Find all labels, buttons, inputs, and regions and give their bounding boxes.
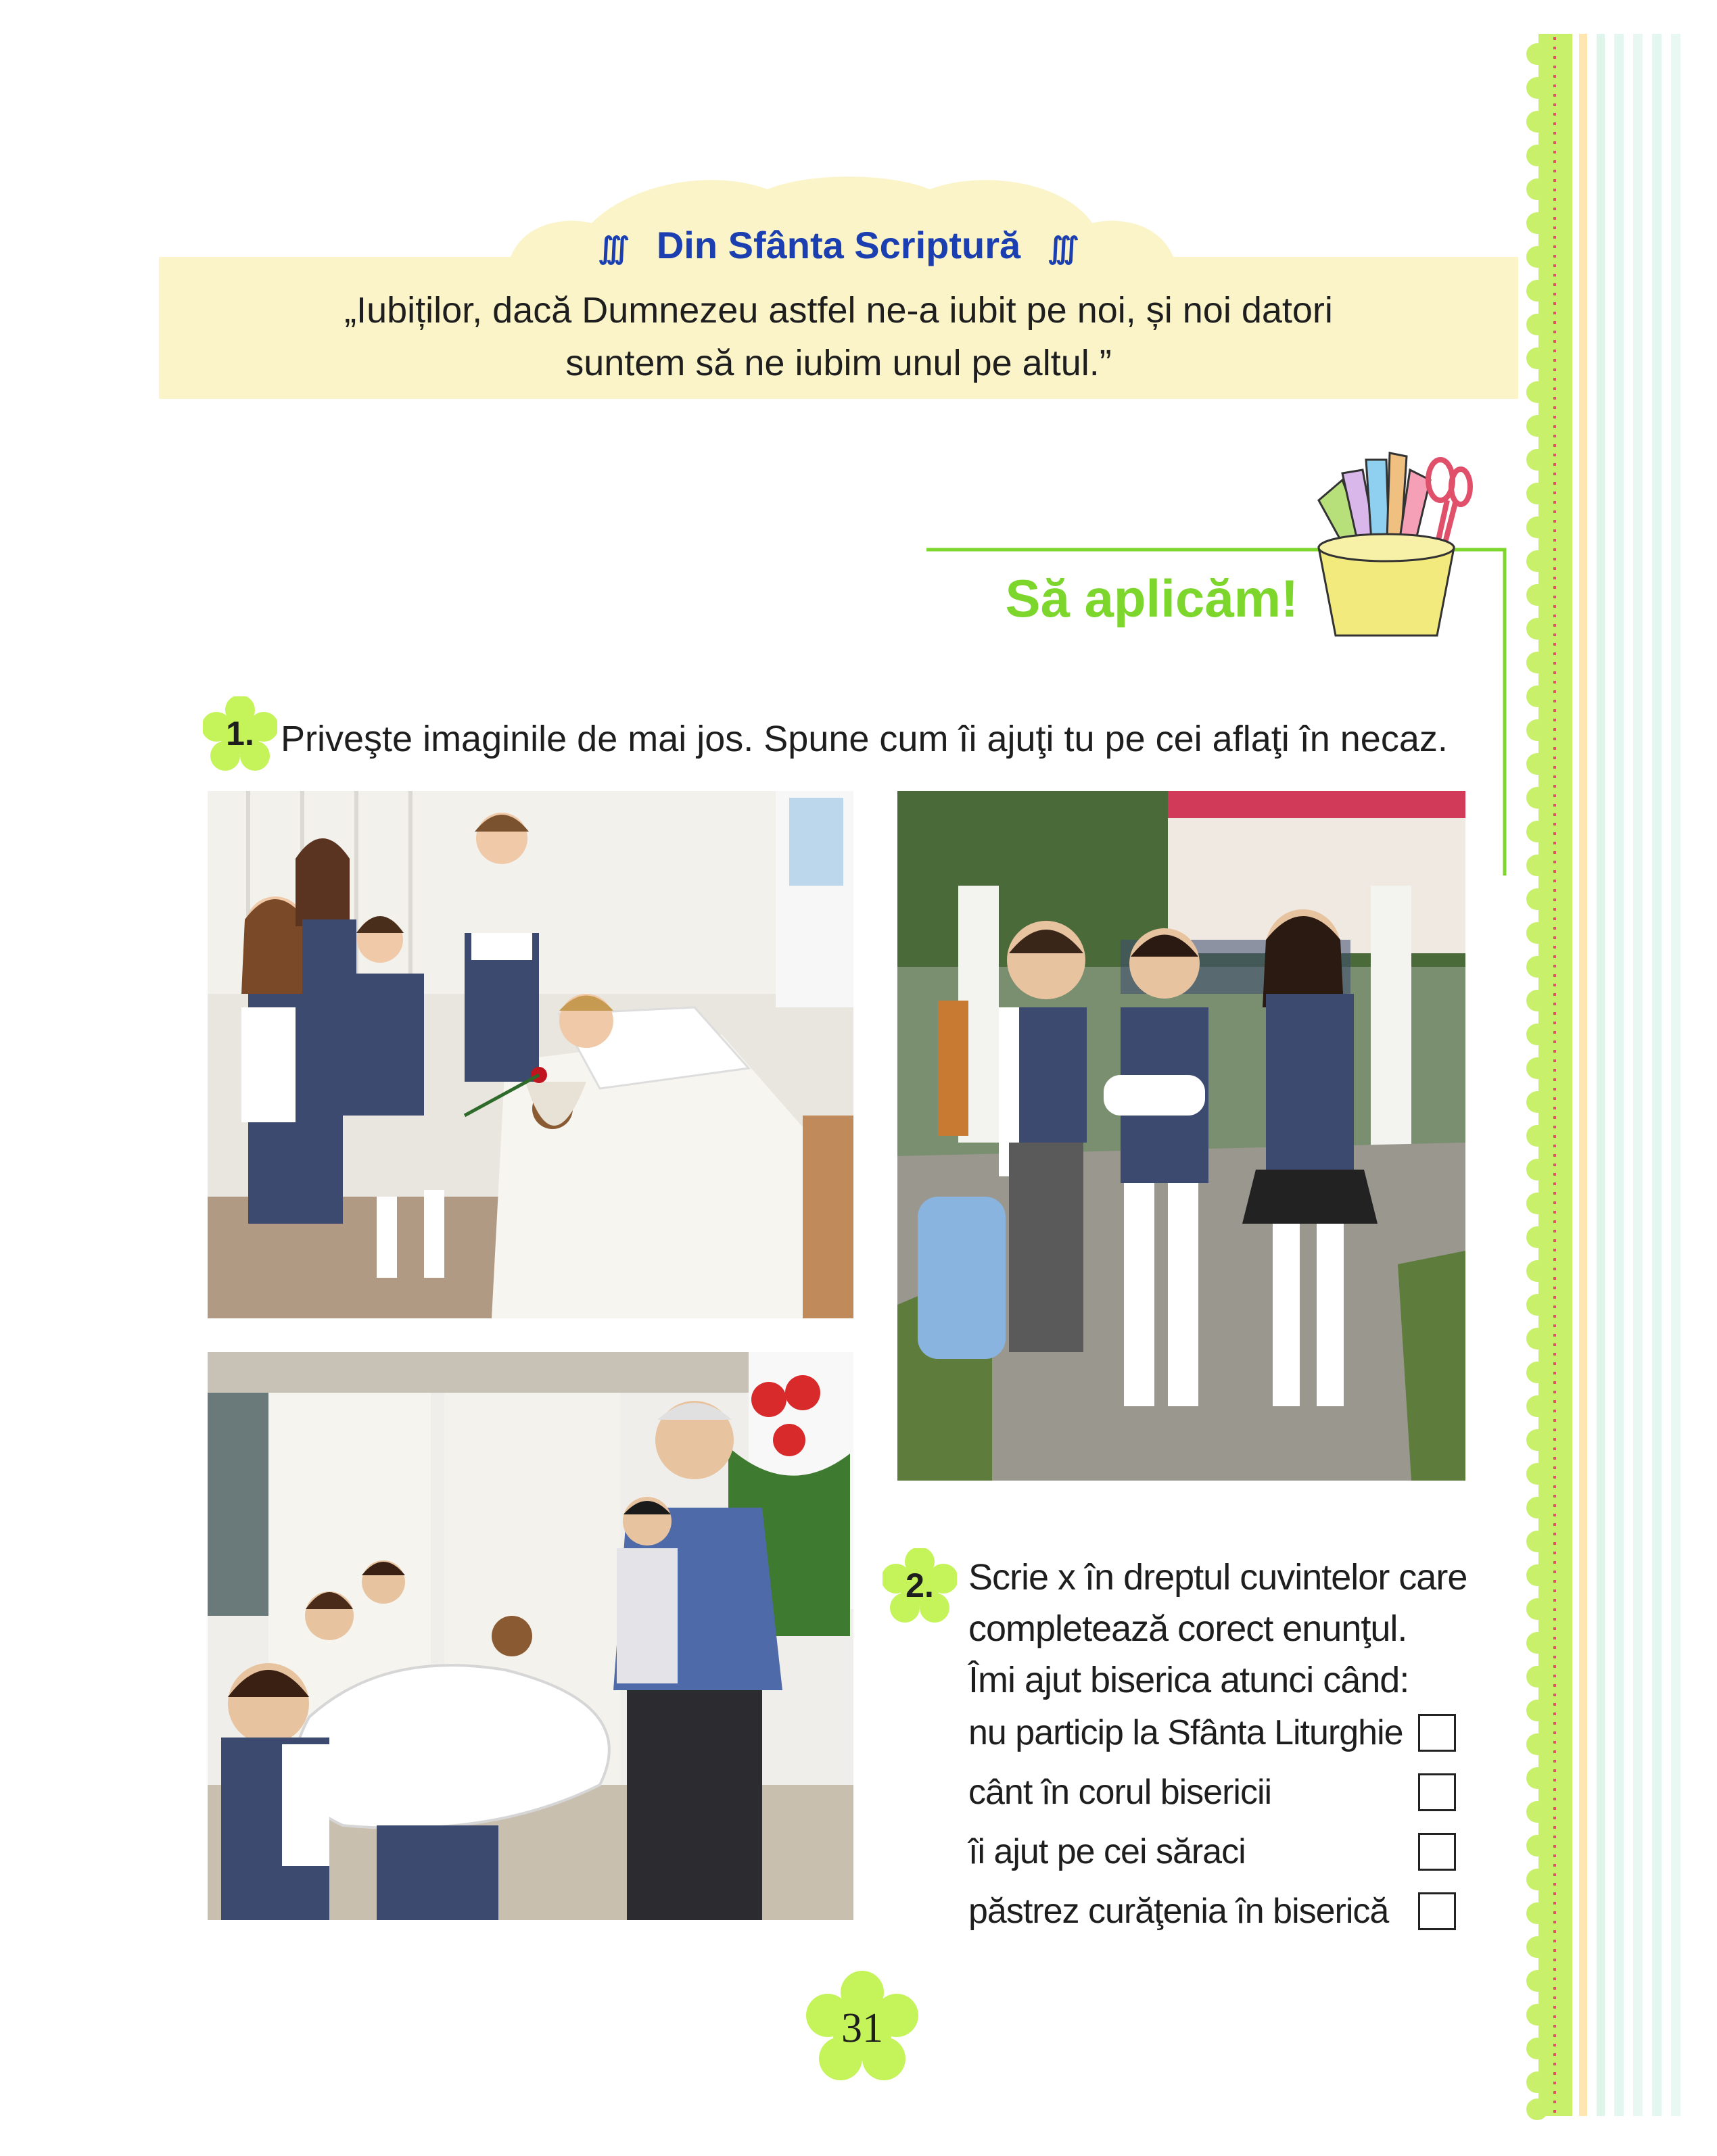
option-checkbox[interactable] — [1418, 1833, 1456, 1871]
option-row — [968, 1707, 1523, 1758]
photo-visiting-sick-child — [208, 791, 853, 1318]
scripture-title — [159, 223, 1518, 267]
exercise-1-text: Priveşte imaginile de mai jos. Spune cum îi ajuţi tu pe cei aflaţi în necaz. — [281, 719, 1448, 759]
exercise-2-number: 2. — [905, 1566, 934, 1604]
scripture-title-text: Din Sfânta Scriptură — [656, 224, 1021, 266]
scripture-line-2: suntem să ne iubim unul pe altul.” — [565, 343, 1112, 383]
exercise-2-instructions — [968, 1552, 1482, 1706]
exercise-2-line-2: completează corect enunţul. — [968, 1608, 1407, 1649]
option-row — [968, 1886, 1523, 1937]
ornament-left-icon: ∭ — [598, 231, 630, 265]
option-checkbox[interactable] — [1418, 1714, 1456, 1752]
exercise-1-number: 1. — [226, 715, 254, 752]
exercise-2-line-3: Îmi ajut biserica atunci când: — [968, 1660, 1409, 1700]
option-checkbox[interactable] — [1418, 1892, 1456, 1930]
pencil-cup-icon — [1278, 433, 1495, 649]
option-row — [968, 1767, 1523, 1818]
option-label: îi ajut pe cei săraci — [968, 1832, 1246, 1871]
photo-helping-injured-friend — [897, 791, 1465, 1481]
option-label: cânt în corul bisericii — [968, 1773, 1272, 1812]
page-number: 31 — [841, 2005, 883, 2051]
scripture-quote — [159, 284, 1518, 389]
scripture-line-1: „Iubiților, dacă Dumnezeu astfel ne-a iubit pe noi, și noi datori — [344, 290, 1333, 331]
option-row — [968, 1826, 1523, 1877]
ornament-right-icon: ∭ — [1048, 231, 1079, 265]
option-label: nu particip la Sfânta Liturghie — [968, 1713, 1403, 1752]
decorative-page-border — [1514, 0, 1717, 2156]
section-title: Să aplicăm! — [1005, 569, 1298, 628]
photo-giving-to-elderly — [208, 1352, 853, 1920]
exercise-2-line-1: Scrie x în dreptul cuvintelor care — [968, 1557, 1467, 1598]
option-label: păstrez curăţenia în biserică — [968, 1892, 1389, 1931]
option-checkbox[interactable] — [1418, 1773, 1456, 1811]
